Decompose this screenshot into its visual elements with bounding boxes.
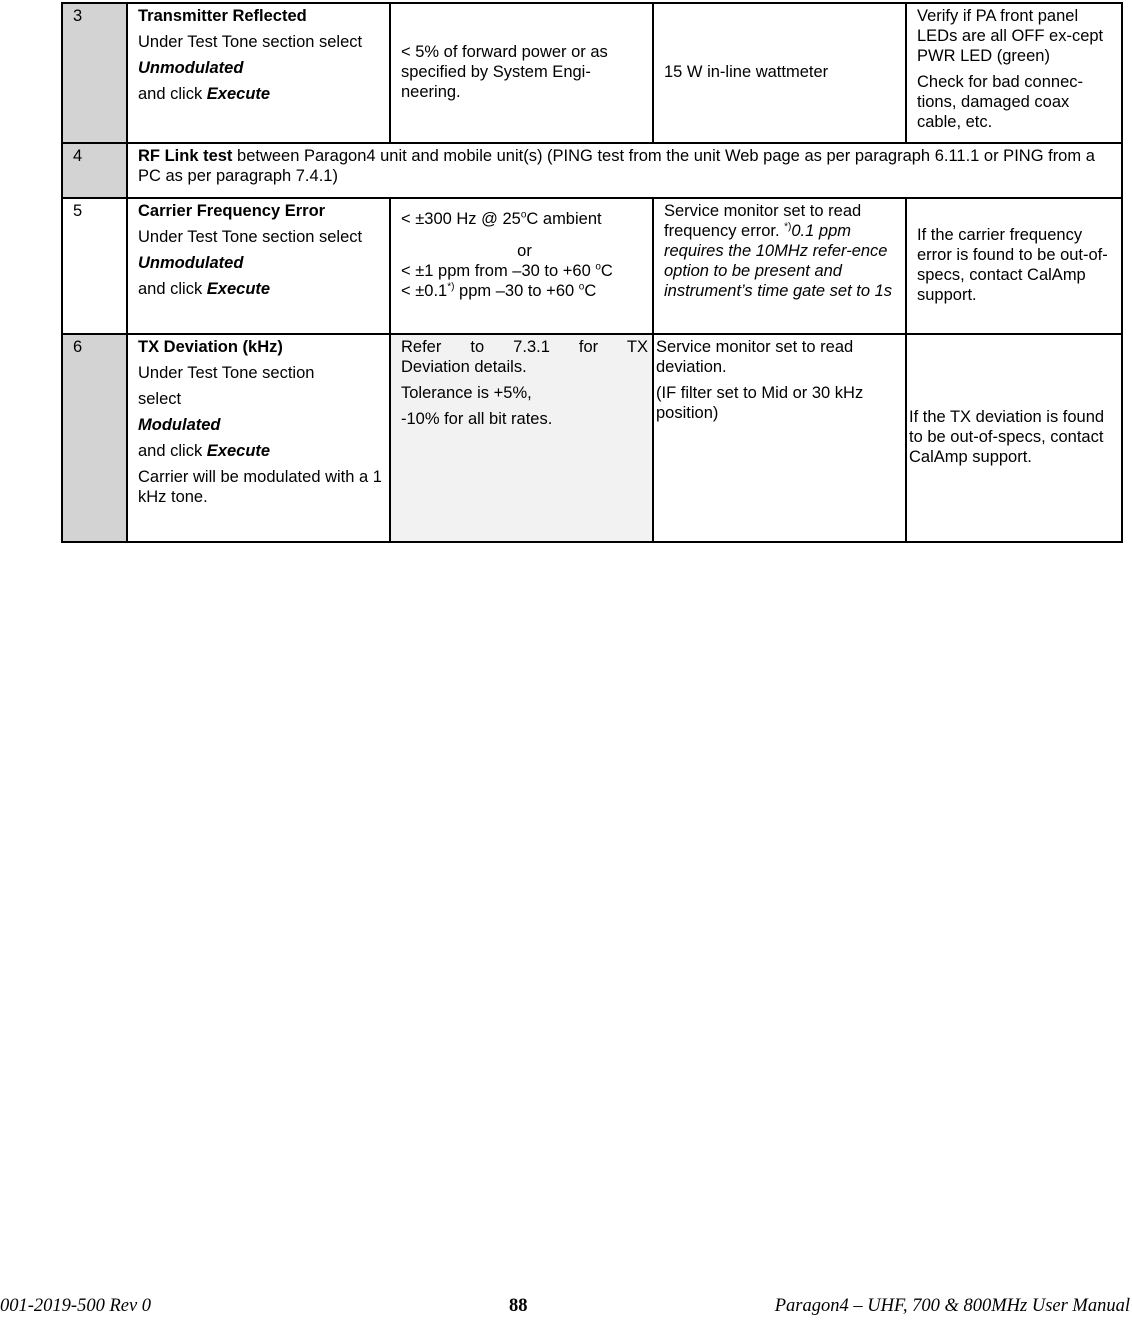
footer-manual-title: Paragon4 – UHF, 700 & 800MHz User Manual [774, 1296, 1130, 1316]
test-mode: Unmodulated [138, 59, 244, 77]
equipment-cell [653, 334, 906, 542]
spec-line: < ±1 ppm from –30 to +60 $^o$C [401, 261, 613, 280]
row-number: 5 [62, 198, 127, 334]
test-note: Carrier will be modulated with a 1 kHz tone. [138, 468, 382, 506]
execute-label: Execute [206, 280, 271, 298]
row-number: 3 [62, 3, 127, 143]
test-title: TX Deviation (kHz) [138, 338, 283, 356]
execute-label: Execute [206, 85, 271, 103]
note-cell: If the carrier frequency error is found to be out-of-specs, contact CalAmp support. [906, 198, 1122, 334]
table-row [62, 198, 1122, 334]
note-cell: If the TX deviation is found to be out-of-specs, contact CalAmp support. [906, 334, 1122, 542]
row-number: 4 [62, 143, 127, 198]
spec-cell [390, 198, 653, 334]
spec-line: Tolerance is +5%, [401, 384, 532, 402]
spec-line: Refer to 7.3.1 for TX [401, 338, 648, 356]
equipment-text: Service monitor set to read deviation. [656, 338, 854, 376]
test-description: between Paragon4 unit and mobile unit(s) (PING test from the unit Web page as per paragraph 6.11.1 or PING from a PC as per paragraph 7.4.1) [138, 147, 1095, 185]
test-cell [127, 3, 390, 143]
note-text: Verify if PA front panel LEDs are all OFF ex-cept PWR LED (green) [917, 7, 1104, 65]
equipment-cell: Service monitor set to read frequency error. *)0.1 ppm requires the 10MHz refer-ence option to be present and instrument’s time gate set to 1s [653, 198, 906, 334]
test-instruction: Under Test Tone section select [138, 33, 363, 51]
test-title: RF Link test [138, 147, 233, 165]
spec-line: < ±0.1*) ppm –30 to +60 $^o$C [401, 281, 597, 300]
test-cell [127, 198, 390, 334]
test-instruction: Under Test Tone section select [138, 228, 363, 246]
table-row [62, 334, 1122, 542]
test-mode: Unmodulated [138, 254, 244, 272]
footer-page-number: 88 [509, 1296, 528, 1316]
spec-cell: < 5% of forward power or as specified by System Engi-neering. [390, 3, 653, 143]
note-text: Check for bad connec-tions, damaged coax cable, etc. [917, 73, 1084, 131]
test-action: and click Execute [138, 442, 271, 460]
spec-line: -10% for all bit rates. [401, 410, 553, 428]
note-cell [906, 3, 1122, 143]
table-row [62, 3, 1122, 143]
test-action: and click Execute [138, 85, 271, 103]
test-action: and click Execute [138, 280, 271, 298]
footer-doc-number: 001-2019-500 Rev 0 [0, 1296, 152, 1316]
test-mode: Modulated [138, 416, 221, 434]
test-title: Carrier Frequency Error [138, 202, 326, 220]
equipment-cell: 15 W in-line wattmeter [653, 3, 906, 143]
test-instruction: select [138, 390, 182, 408]
execute-label: Execute [206, 442, 271, 460]
spec-cell [390, 334, 653, 542]
row-number: 6 [62, 334, 127, 542]
spec-line: Deviation details. [401, 358, 527, 376]
spec-line: < ±300 Hz @ 25$^o$C ambient [401, 209, 602, 228]
test-title: Transmitter Reflected [138, 7, 307, 25]
table-row [62, 143, 1122, 198]
equipment-text: (IF filter set to Mid or 30 kHz position) [656, 384, 864, 422]
spec-or: or [517, 242, 532, 260]
test-procedure-table [61, 2, 1123, 543]
test-instruction: Under Test Tone section [138, 364, 315, 382]
test-cell [127, 143, 1122, 198]
test-cell [127, 334, 390, 542]
